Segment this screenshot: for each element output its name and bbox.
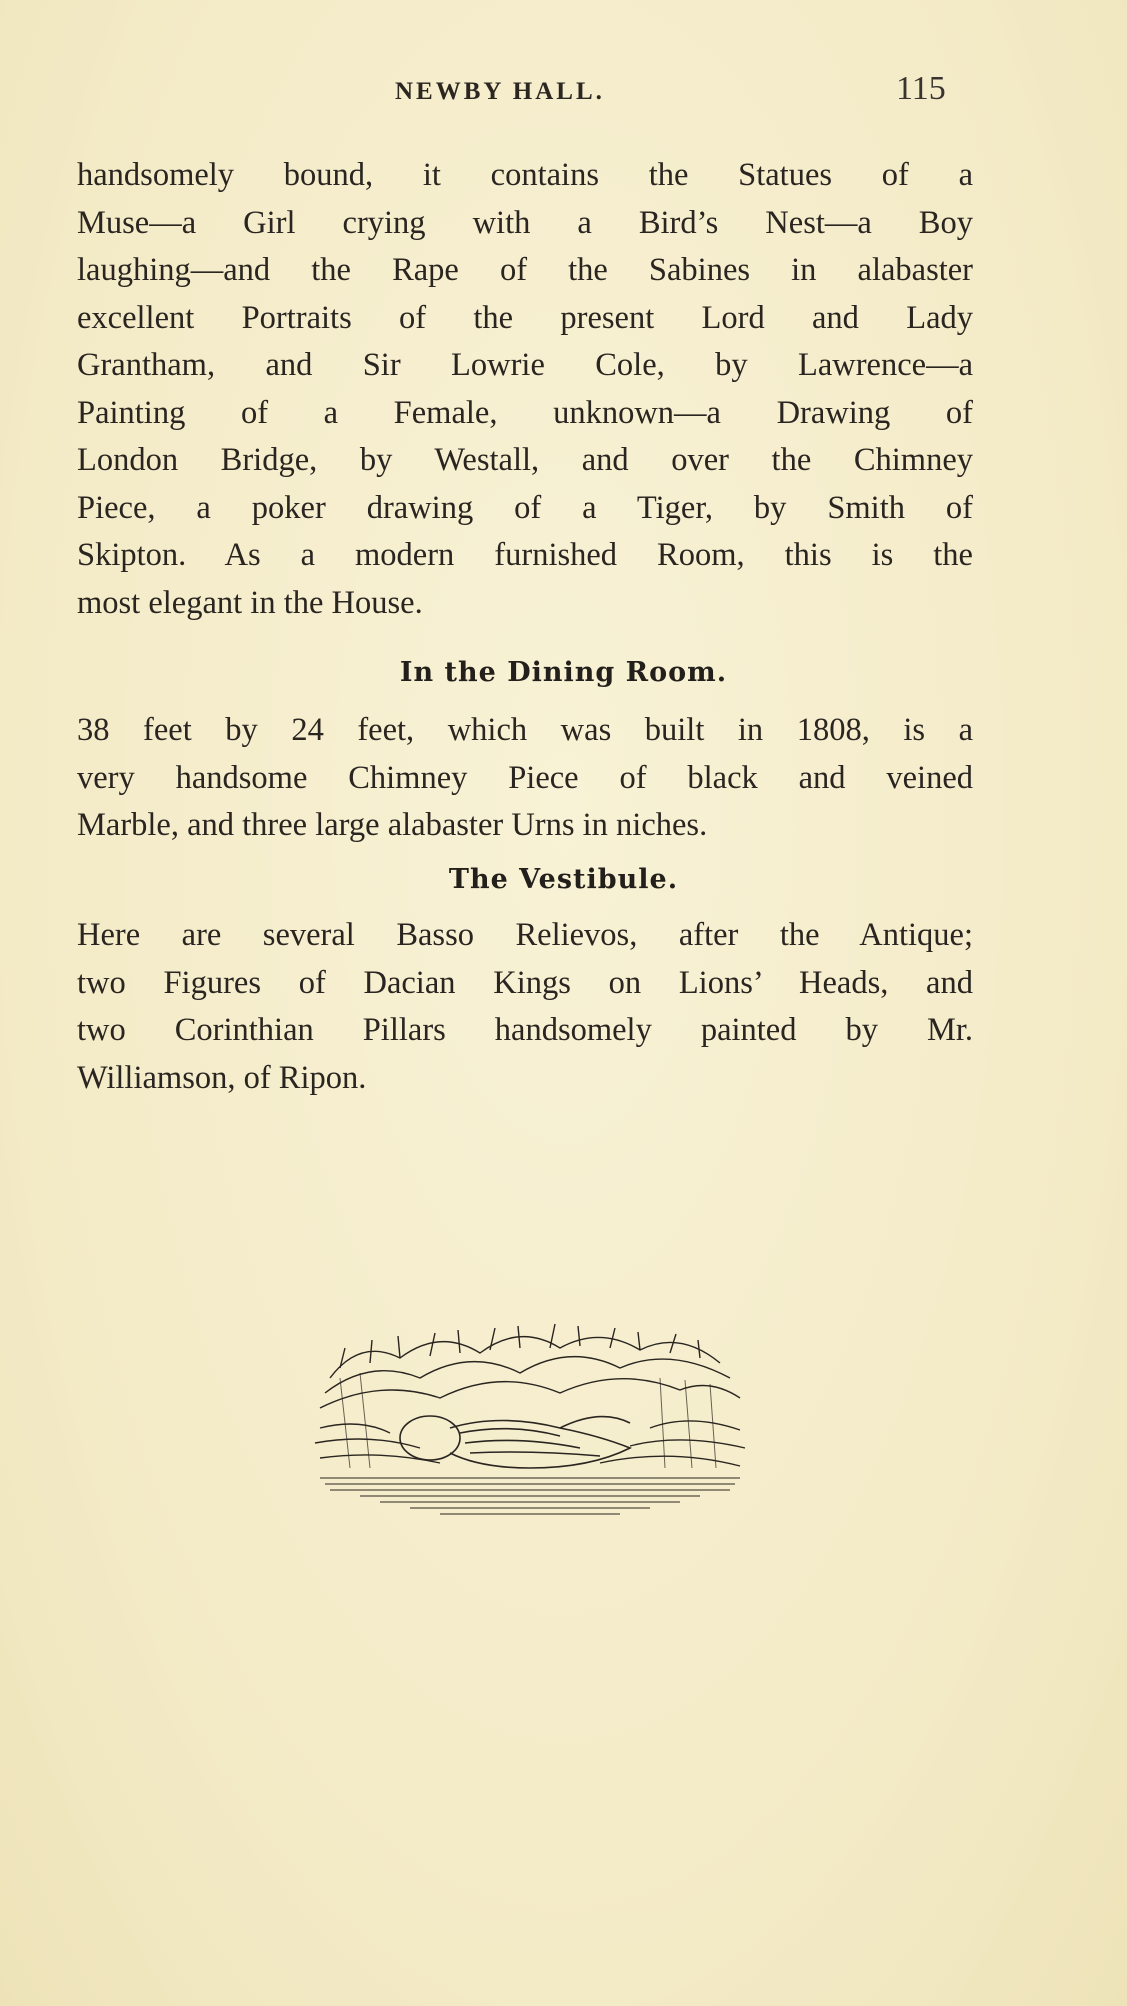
text-line: Painting of a Female, unknown—a Drawing of [77, 394, 973, 431]
text-line: excellent Portraits of the present Lord and Lady [77, 299, 973, 336]
heading-dining-room: In the Dining Room. [399, 657, 728, 688]
woodcut-reclining-figure [400, 1416, 630, 1468]
text-line: London Bridge, by Westall, and over the Chimney [77, 442, 973, 478]
paragraph-drawing-room [77, 152, 973, 627]
text-line: 38 feet by 24 feet, which was built in 1808, is a [77, 712, 973, 748]
page-header [0, 72, 1127, 112]
page-number: 115 [896, 70, 946, 107]
text-line: very handsome Chimney Piece of black and veined [77, 759, 973, 796]
heading-vestibule: The Vestibule. [448, 864, 679, 895]
woodcut-hatching [320, 1373, 740, 1514]
text-line: Muse—a Girl crying with a Bird’s Nest—a Boy [77, 204, 973, 241]
woodcut-vignette [300, 1318, 760, 1528]
running-title: NEWBY HALL. [395, 78, 605, 105]
text-line: Marble, and three large alabaster Urns in niches. [77, 807, 708, 843]
text-line: Here are several Basso Relievos, after the Antique; [77, 917, 973, 953]
text-line: Piece, a poker drawing of a Tiger, by Smith of [77, 489, 973, 526]
text-line: Skipton. As a modern furnished Room, this is the [77, 537, 973, 573]
paragraph-dining-room [77, 707, 973, 850]
text-line: laughing—and the Rape of the Sabines in alabaster [77, 252, 973, 288]
paragraph-vestibule [77, 912, 973, 1102]
text-line: two Corinthian Pillars handsomely painted by Mr. [77, 1012, 973, 1048]
woodcut-foliage [315, 1324, 745, 1466]
text-line: Williamson, of Ripon. [77, 1059, 367, 1096]
text-line: most elegant in the House. [77, 584, 423, 621]
text-line: two Figures of Dacian Kings on Lions’ Heads, and [77, 964, 973, 1001]
text-line: handsomely bound, it contains the Statues of a [77, 157, 973, 193]
text-line: Grantham, and Sir Lowrie Cole, by Lawrence—a [77, 347, 973, 383]
